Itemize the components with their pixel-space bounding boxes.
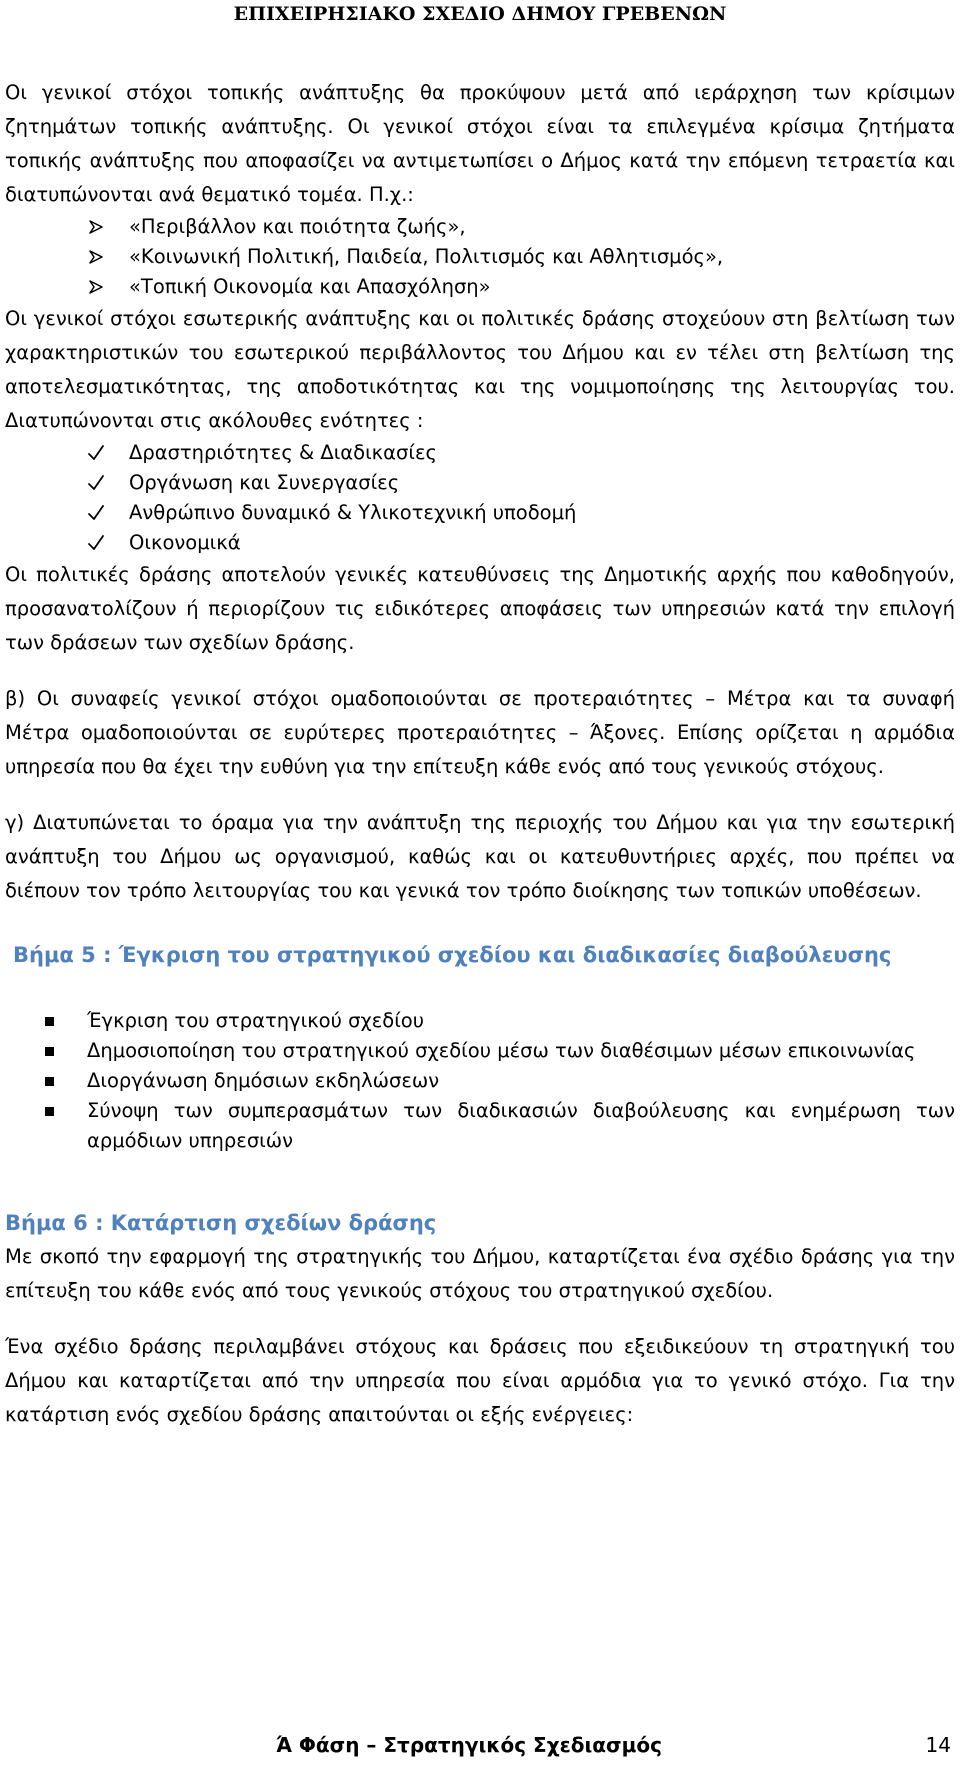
paragraph-internal-goals: Οι γενικοί στόχοι εσωτερικής ανάπτυξης και οι πολιτικές δράσης στοχεύουν στη βελτίωση των χαρακτηριστικών του εσωτερικού περιβάλλοντος του Δήμου και εν τέλει στη βελτίωση της αποτελεσματικότητας, της αποδοτικότητας και της νομιμοποίησης της λειτουργίας του. Διατυπώνονται στις ακόλουθες ενότητες : bbox=[5, 307, 955, 432]
checkmark-bullet-icon bbox=[87, 528, 111, 558]
arrowhead-bullet-icon bbox=[87, 272, 111, 302]
list-item-text: Δημοσιοποίηση του στρατηγικού σχεδίου μέσω των διαθέσιμων μέσων επικοινωνίας bbox=[87, 1039, 916, 1062]
list-item-text: «Τοπική Οικονομία και Απασχόληση» bbox=[129, 275, 491, 298]
list-item bbox=[5, 438, 955, 468]
paragraph-b-priorities: β) Οι συναφείς γενικοί στόχοι ομαδοποιούνται σε προτεραιότητες – Μέτρα και τα συναφή Μέτρα ομαδοποιούνται σε ευρύτερες προτεραιότητες – Άξονες. Επίσης ορίζεται η αρμόδια υπηρεσία που θα έχει την ευθύνη για την επίτευξη κάθε ενός από τους γενικούς στόχους. bbox=[5, 687, 955, 778]
list-item-text: Οικονομικά bbox=[129, 531, 241, 554]
list-item bbox=[5, 272, 955, 302]
list-item bbox=[5, 1066, 955, 1096]
list-item bbox=[5, 468, 955, 498]
paragraph-action-plan-purpose: Με σκοπό την εφαρμογή της στρατηγικής του Δήμου, καταρτίζεται ένα σχέδιο δράσης για την επίτευξη του κάθε ενός από τους γενικούς στόχους του στρατηγικού σχεδίου. bbox=[5, 1245, 955, 1302]
paragraph-action-policies: Οι πολιτικές δράσης αποτελούν γενικές κατευθύνσεις της Δημοτικής αρχής που καθοδηγούν, προσανατολίζουν ή περιορίζουν τις ειδικότερες αποφάσεις των υπηρεσιών κατά την επιλογή των δράσεων των σχεδίων δράσης. bbox=[5, 563, 955, 654]
checkmark-bullet-icon bbox=[87, 498, 111, 528]
paragraph-action-plan-contents: Ένα σχέδιο δράσης περιλαμβάνει στόχους και δράσεις που εξειδικεύουν τη στρατηγική του Δήμου και καταρτίζεται από την υπηρεσία που είναι αρμόδια για το γενικό στόχο. Για την κατάρτιση ενός σχεδίου δράσης απαιτούνται οι εξής ενέργειες: bbox=[5, 1335, 955, 1426]
checkmark-bullet-icon bbox=[87, 468, 111, 498]
paragraph-c-vision: γ) Διατυπώνεται το όραμα για την ανάπτυξη της περιοχής του Δήμου και για την εσωτερική ανάπτυξη του Δήμου ως οργανισμού, καθώς και οι κατευθυντήριες αρχές, που πρέπει να διέπουν τον τρόπο λειτουργίας του και γενικά τον τρόπο διοίκησης των τοπικών υποθέσεων. bbox=[5, 811, 955, 902]
square-bullet-icon bbox=[45, 1107, 54, 1116]
list-item-text: Έγκριση του στρατηγικού σχεδίου bbox=[87, 1009, 425, 1032]
list-item-text: Διοργάνωση δημόσιων εκδηλώσεων bbox=[87, 1069, 440, 1092]
arrow-bullet-list bbox=[5, 212, 955, 302]
list-item bbox=[5, 498, 955, 528]
list-item-text: Σύνοψη των συμπερασμάτων των διαδικασιών διαβούλευσης και ενημέρωση των αρμόδιων υπηρεσιών bbox=[87, 1099, 955, 1152]
square-bullet-list bbox=[5, 1006, 955, 1156]
list-item bbox=[5, 1006, 955, 1036]
page-body bbox=[5, 76, 955, 1432]
square-bullet-icon bbox=[45, 1077, 54, 1086]
square-bullet-icon bbox=[45, 1017, 54, 1026]
list-item bbox=[5, 212, 955, 242]
list-item bbox=[5, 1036, 955, 1066]
list-item-text: «Κοινωνική Πολιτική, Παιδεία, Πολιτισμός και Αθλητισμός», bbox=[129, 245, 724, 268]
step-5-heading: Βήμα 5 : Έγκριση του στρατηγικού σχεδίου και διαδικασίες διαβούλευσης bbox=[13, 943, 892, 967]
square-bullet-icon bbox=[45, 1047, 54, 1056]
list-item bbox=[5, 528, 955, 558]
checkmark-bullet-icon bbox=[87, 438, 111, 468]
list-item-text: Δραστηριότητες & Διαδικασίες bbox=[129, 441, 437, 464]
document-header-title: ΕΠΙΧΕΙΡΗΣΙΑΚΟ ΣΧΕΔΙΟ ΔΗΜΟΥ ΓΡΕΒΕΝΩΝ bbox=[233, 3, 727, 25]
list-item-text: Οργάνωση και Συνεργασίες bbox=[129, 471, 400, 494]
arrowhead-bullet-icon bbox=[87, 242, 111, 272]
footer-title: Ά Φάση – Στρατηγικός Σχεδιασμός bbox=[276, 1733, 662, 1757]
paragraph-general-goals: Οι γενικοί στόχοι τοπικής ανάπτυξης θα προκύψουν μετά από ιεράρχηση των κρίσιμων ζητημάτων τοπικής ανάπτυξης. Οι γενικοί στόχοι είναι τα επιλεγμένα κρίσιμα ζητήματα τοπικής ανάπτυξης που αποφασίζει να αντιμετωπίσει ο Δήμος κατά την επόμενη τετραετία και διατυπώνονται ανά θεματικό τομέα. Π.χ.: bbox=[5, 81, 955, 206]
list-item-text: Ανθρώπινο δυναμικό & Υλικοτεχνική υποδομή bbox=[129, 501, 577, 524]
arrowhead-bullet-icon bbox=[87, 212, 111, 242]
page-number: 14 bbox=[925, 1733, 951, 1757]
list-item bbox=[5, 242, 955, 272]
checkmark-bullet-list bbox=[5, 438, 955, 558]
list-item-text: «Περιβάλλον και ποιότητα ζωής», bbox=[129, 215, 466, 238]
list-item bbox=[5, 1096, 955, 1156]
step-6-heading: Βήμα 6 : Κατάρτιση σχεδίων δράσης bbox=[5, 1211, 437, 1235]
